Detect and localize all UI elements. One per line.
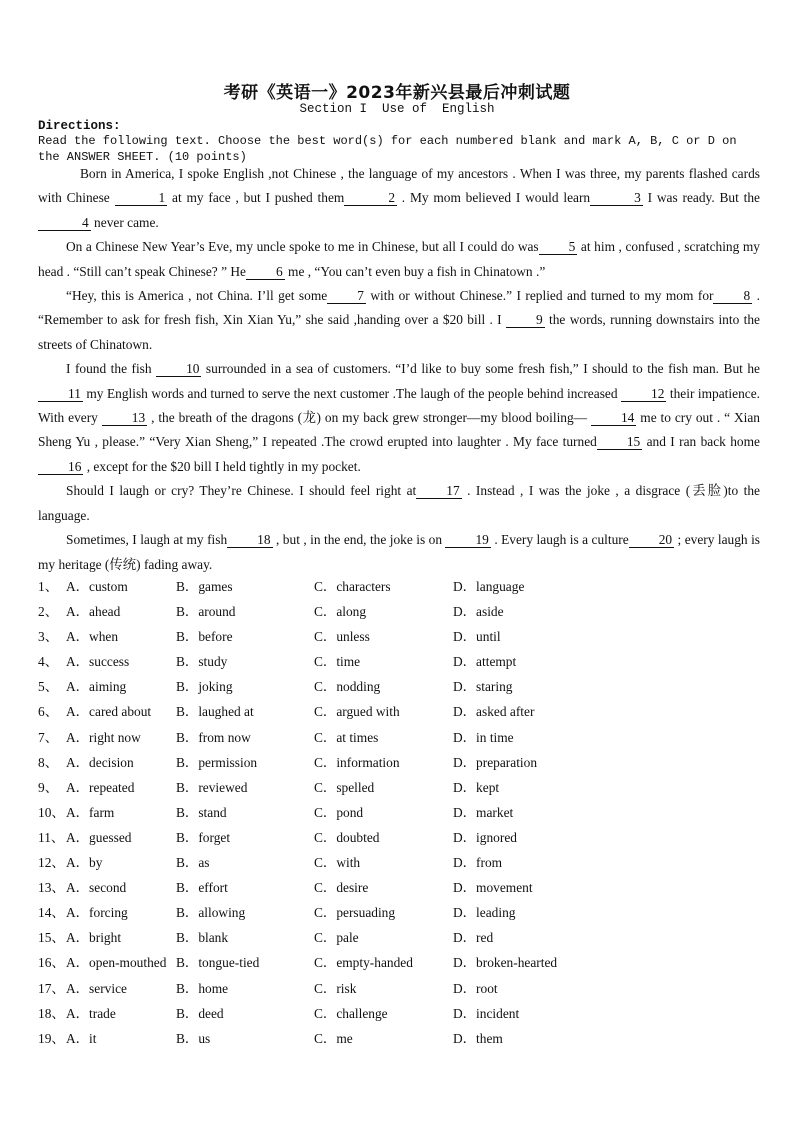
option-d: D．ignored xyxy=(453,829,517,845)
question-row xyxy=(38,576,758,601)
option-c: C．pale xyxy=(314,930,359,946)
question-row xyxy=(38,727,758,752)
question-number: 1、 xyxy=(38,579,59,594)
option-b: B．around xyxy=(176,604,236,620)
question-row xyxy=(38,676,758,701)
question-number: 6、 xyxy=(38,704,59,720)
blank-17: 17 xyxy=(416,484,461,499)
question-number: 13、 xyxy=(38,880,65,896)
question-row xyxy=(38,978,758,1003)
option-b: B．from now xyxy=(176,729,251,745)
option-c: C．empty-handed xyxy=(314,955,413,971)
passage-text: Sometimes, I laugh at my fish xyxy=(66,532,228,548)
passage-text: at him , confused , scratching my head . “Still can’t speak Chinese? ” He xyxy=(38,239,760,279)
option-a: A．ahead xyxy=(66,604,121,620)
option-b: B．allowing xyxy=(176,905,246,921)
directions-label: Directions: xyxy=(38,119,121,133)
option-c: C．doubted xyxy=(314,829,380,845)
passage-text: never came. xyxy=(90,214,159,230)
option-c: C．time xyxy=(314,654,361,670)
option-d: D．market xyxy=(453,804,514,820)
passage-paragraph-3 xyxy=(38,284,760,357)
passage-text: me to cry out . “ Xian Sheng Yu , please.” “Very Xian Sheng,” I repeated .The crowd erupted into laughter . My face turned xyxy=(38,410,760,450)
passage-text: . Instead , I was the joke , a disgrace (丢脸)to the language. xyxy=(38,483,760,523)
question-number: 9、 xyxy=(38,779,59,795)
question-row xyxy=(38,777,758,802)
passage-text: my English words and turned to serve the next customer .The laugh of the people behind increased xyxy=(82,385,622,401)
option-b: B．deed xyxy=(176,1005,224,1021)
question-number: 4、 xyxy=(38,654,59,670)
passage-text: Born in America, I spoke English ,not Chinese , the language of my ancestors . When I was three, my parents flashed cards with Chinese xyxy=(38,166,760,206)
passage-text: , but , in the end, the joke is on xyxy=(272,532,446,548)
blank-11: 11 xyxy=(38,387,83,402)
question-row xyxy=(38,802,758,827)
option-b: B．home xyxy=(176,980,229,996)
question-number: 8、 xyxy=(38,754,59,770)
option-d: D．leading xyxy=(453,905,516,921)
option-b: B．effort xyxy=(176,880,228,896)
question-number: 18、 xyxy=(38,1005,65,1021)
option-c: C．characters xyxy=(314,579,391,594)
option-d: D．until xyxy=(453,629,501,645)
option-c: C．argued with xyxy=(314,704,400,720)
blank-19: 19 xyxy=(445,533,490,548)
option-b: B．joking xyxy=(176,679,233,695)
option-d: D．them xyxy=(453,1030,503,1046)
option-a: A．custom xyxy=(66,579,128,594)
question-row xyxy=(38,601,758,626)
question-number: 10、 xyxy=(38,804,65,820)
question-row xyxy=(38,752,758,777)
question-row xyxy=(38,827,758,852)
blank-20: 20 xyxy=(629,533,674,548)
option-b: B．permission xyxy=(176,754,258,770)
option-a: A．by xyxy=(66,855,103,871)
question-row xyxy=(38,1028,758,1053)
option-b: B．study xyxy=(176,654,228,670)
question-number: 14、 xyxy=(38,905,65,921)
option-c: C．along xyxy=(314,604,367,620)
page-title: 考研《英语一》2023年新兴县最后冲刺试题 xyxy=(223,83,571,103)
option-d: D．attempt xyxy=(453,654,517,670)
answer-options xyxy=(38,576,758,1053)
option-c: C．risk xyxy=(314,980,357,996)
passage-text: Should I laugh or cry? They’re Chinese. I should feel right at xyxy=(66,483,417,499)
option-a: A．open-mouthed xyxy=(66,955,167,971)
passage-paragraph-1 xyxy=(38,162,760,235)
blank-6: 6 xyxy=(246,265,285,280)
question-number: 11、 xyxy=(38,829,65,845)
option-d: D．staring xyxy=(453,679,513,695)
passage-text: I was ready. But the xyxy=(642,190,760,206)
blank-7: 7 xyxy=(327,289,366,304)
question-row xyxy=(38,952,758,977)
blank-15: 15 xyxy=(597,435,642,450)
question-row xyxy=(38,852,758,877)
passage-text: me , “You can’t even buy a fish in Chinatown .” xyxy=(284,263,546,279)
option-d: D．preparation xyxy=(453,754,538,770)
option-a: A．it xyxy=(66,1030,97,1046)
passage-text: , the breath of the dragons (龙) on my back grew stronger—my blood boiling— xyxy=(147,410,591,426)
question-row xyxy=(38,902,758,927)
passage-text: their impatience. With every xyxy=(38,385,760,426)
option-b: B．reviewed xyxy=(176,779,248,795)
option-b: B．tongue-tied xyxy=(176,955,260,971)
option-a: A．forcing xyxy=(66,905,128,921)
option-c: C．persuading xyxy=(314,905,396,921)
option-d: D．aside xyxy=(453,604,504,620)
blank-16: 16 xyxy=(38,460,83,475)
question-row xyxy=(38,701,758,726)
option-c: C．desire xyxy=(314,880,369,896)
question-row xyxy=(38,651,758,676)
option-d: D．movement xyxy=(453,880,533,896)
option-c: C．challenge xyxy=(314,1005,388,1021)
passage-text: I found the fish xyxy=(66,361,157,377)
passage-text: On a Chinese New Year’s Eve, my uncle spoke to me in Chinese, but all I could do was xyxy=(66,239,539,255)
option-b: B．forget xyxy=(176,829,231,845)
blank-2: 2 xyxy=(344,191,397,206)
blank-10: 10 xyxy=(156,362,201,377)
option-c: C．me xyxy=(314,1030,353,1046)
option-c: C．nodding xyxy=(314,679,381,695)
option-a: A．decision xyxy=(66,754,134,770)
passage-text: ; every laugh is my heritage (传统) fading away. xyxy=(38,532,761,572)
question-number: 19、 xyxy=(38,1030,65,1046)
passage-text: with or without Chinese.” I replied and turned to my mom for xyxy=(365,288,714,304)
blank-9: 9 xyxy=(506,313,545,328)
cloze-passage xyxy=(38,162,760,577)
option-d: D．from xyxy=(453,855,503,871)
passage-paragraph-4 xyxy=(38,357,760,479)
question-row xyxy=(38,927,758,952)
option-a: A．aiming xyxy=(66,679,127,695)
question-number: 5、 xyxy=(38,679,59,695)
option-c: C．at times xyxy=(314,729,379,745)
option-a: A．second xyxy=(66,880,127,896)
option-c: C．unless xyxy=(314,629,370,645)
option-b: B．blank xyxy=(176,930,229,946)
option-d: D．broken-hearted xyxy=(453,955,558,971)
option-a: A．success xyxy=(66,654,130,670)
option-d: D．in time xyxy=(453,729,514,745)
option-a: A．when xyxy=(66,629,119,645)
option-c: C．with xyxy=(314,855,361,871)
passage-text: at my face , but I pushed them xyxy=(167,190,345,206)
option-d: D．incident xyxy=(453,1005,520,1021)
passage-text: . Every laugh is a culture xyxy=(490,532,629,548)
passage-text: the words, running downstairs into the streets of Chinatown. xyxy=(38,312,760,352)
option-a: A．right now xyxy=(66,729,141,745)
option-d: D．asked after xyxy=(453,704,535,720)
option-b: B．games xyxy=(176,579,233,594)
option-d: D．root xyxy=(453,980,498,996)
passage-paragraph-6 xyxy=(38,528,760,577)
option-a: A．repeated xyxy=(66,779,135,795)
section-heading: Section I Use of English xyxy=(299,102,495,116)
question-number: 16、 xyxy=(38,955,65,971)
option-a: A．service xyxy=(66,980,127,996)
passage-text: surrounded in a sea of customers. “I’d like to buy some fresh fish,” I should to the fish man. But he xyxy=(201,361,760,377)
question-row xyxy=(38,877,758,902)
question-number: 2、 xyxy=(38,604,59,620)
passage-text: “Hey, this is America , not China. I’ll get some xyxy=(66,288,328,304)
option-b: B．laughed at xyxy=(176,704,254,720)
blank-18: 18 xyxy=(227,533,272,548)
blank-8: 8 xyxy=(713,289,752,304)
passage-text: , except for the $20 bill I held tightly in my pocket. xyxy=(83,458,361,474)
blank-4: 4 xyxy=(38,216,91,231)
option-b: B．us xyxy=(176,1030,211,1046)
option-d: D．red xyxy=(453,930,494,946)
option-a: A．guessed xyxy=(66,829,132,845)
option-b: B．as xyxy=(176,855,210,871)
passage-paragraph-5 xyxy=(38,479,760,528)
blank-12: 12 xyxy=(621,387,666,402)
option-c: C．spelled xyxy=(314,779,375,795)
option-a: A．bright xyxy=(66,930,122,946)
option-d: D．kept xyxy=(453,779,500,795)
question-row xyxy=(38,626,758,651)
question-row xyxy=(38,1003,758,1028)
blank-3: 3 xyxy=(590,191,643,206)
blank-5: 5 xyxy=(539,240,578,255)
blank-13: 13 xyxy=(102,411,147,426)
option-c: C．pond xyxy=(314,804,364,820)
passage-text: . “Remember to ask for fresh fish, Xin Xian Yu,” she said ,handing over a $20 bill . I xyxy=(38,288,760,328)
option-a: A．cared about xyxy=(66,704,152,720)
directions-text: Read the following text. Choose the best word(s) for each numbered blank and mark A, B, C or D on the ANSWER SHEET. (10 points) xyxy=(38,134,737,164)
question-number: 7、 xyxy=(38,729,59,745)
passage-paragraph-2 xyxy=(38,235,760,284)
question-number: 3、 xyxy=(38,629,59,645)
passage-text: . My mom believed I would learn xyxy=(397,190,591,206)
option-b: B．stand xyxy=(176,804,227,820)
option-c: C．information xyxy=(314,754,400,770)
option-a: A．farm xyxy=(66,804,115,820)
question-number: 15、 xyxy=(38,930,65,946)
option-d: D．language xyxy=(453,579,525,594)
option-b: B．before xyxy=(176,629,233,645)
blank-14: 14 xyxy=(591,411,636,426)
question-number: 17、 xyxy=(38,980,65,996)
passage-text: and I ran back home xyxy=(642,434,760,450)
option-a: A．trade xyxy=(66,1005,116,1021)
question-number: 12、 xyxy=(38,855,65,871)
blank-1: 1 xyxy=(115,191,168,206)
